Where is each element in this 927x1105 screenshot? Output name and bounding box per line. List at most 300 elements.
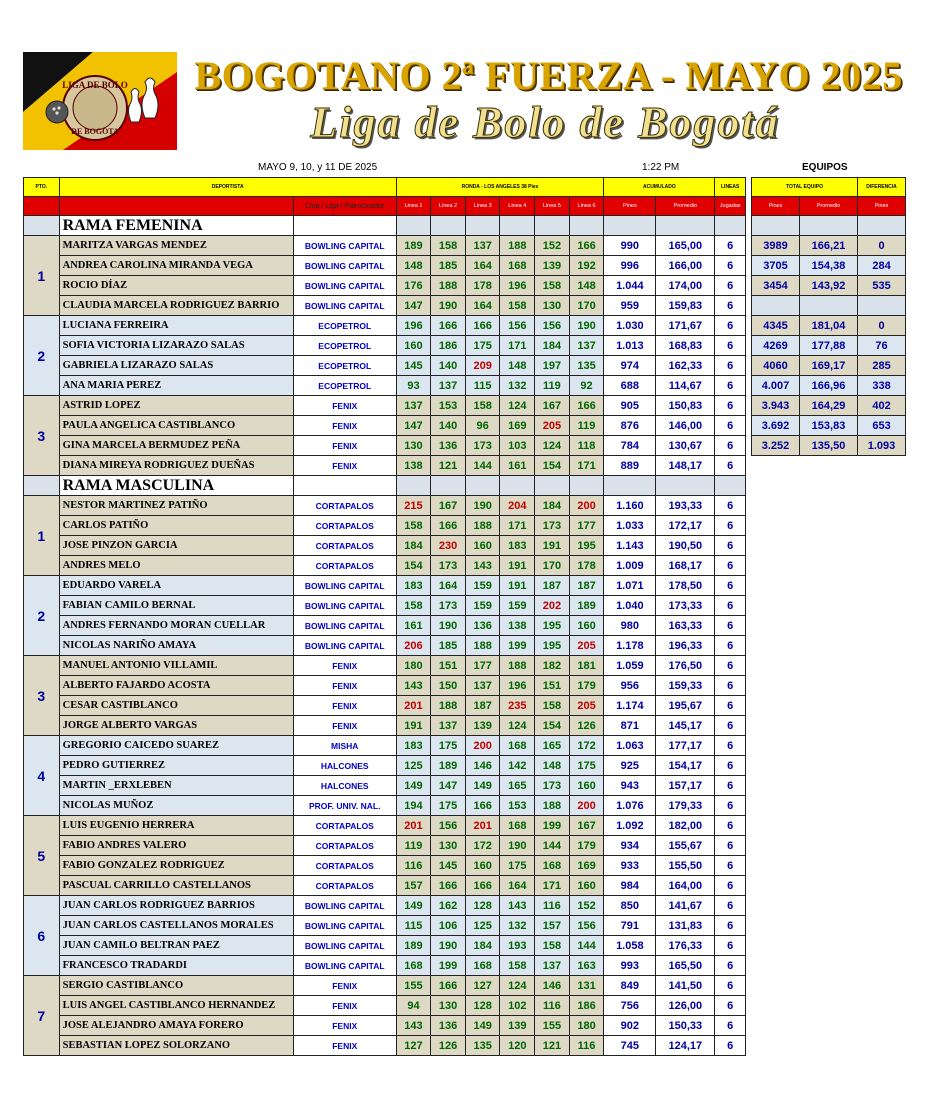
team-total-pines: 4.007: [752, 376, 800, 396]
line-score: 182: [535, 656, 570, 676]
player-name: CARLOS PATIÑO: [59, 516, 293, 536]
player-club: CORTAPALOS: [293, 836, 396, 856]
player-name: FABIO ANDRES VALERO: [59, 836, 293, 856]
player-promedio: 157,17: [656, 776, 715, 796]
player-jugadas: 6: [715, 836, 746, 856]
player-pines: 1.160: [604, 496, 656, 516]
player-name: EDUARDO VARELA: [59, 576, 293, 596]
line-score: 175: [431, 736, 466, 756]
line-score: 186: [431, 336, 466, 356]
team-diferencia: 0: [858, 316, 906, 336]
player-name: FRANCESCO TRADARDI: [59, 956, 293, 976]
line-score: 170: [569, 296, 604, 316]
player-pines: 1.174: [604, 696, 656, 716]
player-name: GABRIELA LIZARAZO SALAS: [59, 356, 293, 376]
player-jugadas: 6: [715, 236, 746, 256]
team-diferencia: 338: [858, 376, 906, 396]
header-row-sub: [24, 197, 746, 216]
logo-text-top: LIGA DE BOLO: [62, 80, 128, 90]
player-promedio: 179,33: [656, 796, 715, 816]
line-score: 92: [569, 376, 604, 396]
col-linea4: Linea 4: [500, 197, 535, 216]
line-score: 158: [465, 396, 500, 416]
player-promedio: 146,00: [656, 416, 715, 436]
line-score: 153: [431, 396, 466, 416]
line-score: 166: [569, 236, 604, 256]
line-score: 195: [569, 536, 604, 556]
line-score: 201: [396, 816, 431, 836]
line-score: 124: [500, 976, 535, 996]
line-score: 166: [431, 516, 466, 536]
line-score: 102: [500, 996, 535, 1016]
player-promedio: 150,33: [656, 1016, 715, 1036]
line-score: 149: [396, 776, 431, 796]
player-club: BOWLING CAPITAL: [293, 936, 396, 956]
team-section-spacer: [752, 216, 906, 236]
line-score: 116: [535, 996, 570, 1016]
player-name: JUAN CAMILO BELTRAN PAEZ: [59, 936, 293, 956]
player-promedio: 124,17: [656, 1036, 715, 1056]
line-score: 191: [500, 556, 535, 576]
line-score: 158: [396, 516, 431, 536]
player-name: JORGE ALBERTO VARGAS: [59, 716, 293, 736]
player-club: BOWLING CAPITAL: [293, 296, 396, 316]
player-name: ANDRES FERNANDO MORAN CUELLAR: [59, 616, 293, 636]
line-score: 93: [396, 376, 431, 396]
line-score: 154: [535, 456, 570, 476]
player-promedio: 141,67: [656, 896, 715, 916]
line-score: 199: [431, 956, 466, 976]
line-score: 165: [500, 776, 535, 796]
col-pines: Pines: [604, 197, 656, 216]
player-promedio: 176,33: [656, 936, 715, 956]
player-pines: 996: [604, 256, 656, 276]
line-score: 189: [431, 756, 466, 776]
player-jugadas: 6: [715, 296, 746, 316]
player-name: CLAUDIA MARCELA RODRIGUEZ BARRIO: [59, 296, 293, 316]
player-name: NICOLAS MUÑOZ: [59, 796, 293, 816]
line-score: 181: [569, 656, 604, 676]
col-tot-promedio: Promedio: [800, 197, 858, 216]
player-pines: 993: [604, 956, 656, 976]
player-pines: 1.178: [604, 636, 656, 656]
team-total-pines: 3.943: [752, 396, 800, 416]
col-linea1: Linea 1: [396, 197, 431, 216]
line-score: 156: [500, 316, 535, 336]
player-promedio: 168,17: [656, 556, 715, 576]
player-club: BOWLING CAPITAL: [293, 636, 396, 656]
player-row: [24, 876, 746, 896]
line-score: 160: [569, 616, 604, 636]
line-score: 150: [431, 676, 466, 696]
line-score: 152: [535, 236, 570, 256]
player-pines: 1.040: [604, 596, 656, 616]
team-total-pines: 4269: [752, 336, 800, 356]
player-jugadas: 6: [715, 316, 746, 336]
player-promedio: 131,83: [656, 916, 715, 936]
line-score: 168: [396, 956, 431, 976]
player-row: [24, 856, 746, 876]
line-score: 169: [500, 416, 535, 436]
player-row: [24, 816, 746, 836]
team-position: 3: [24, 396, 60, 476]
line-score: 155: [535, 1016, 570, 1036]
player-club: BOWLING CAPITAL: [293, 236, 396, 256]
col-linea3: Linea 3: [465, 197, 500, 216]
line-score: 143: [396, 676, 431, 696]
player-row: [24, 1036, 746, 1056]
line-score: 172: [465, 836, 500, 856]
line-score: 136: [465, 616, 500, 636]
players-table: [23, 177, 746, 1056]
player-club: CORTAPALOS: [293, 516, 396, 536]
line-score: 190: [431, 936, 466, 956]
line-score: 135: [569, 356, 604, 376]
line-score: 156: [569, 916, 604, 936]
col-dif-pines: Pines: [858, 197, 906, 216]
line-score: 140: [431, 356, 466, 376]
line-score: 148: [396, 256, 431, 276]
line-score: 126: [569, 716, 604, 736]
line-score: 171: [535, 876, 570, 896]
line-score: 137: [535, 956, 570, 976]
team-position: 2: [24, 316, 60, 396]
line-score: 192: [569, 256, 604, 276]
line-score: 175: [569, 756, 604, 776]
line-score: 164: [465, 296, 500, 316]
player-jugadas: 6: [715, 676, 746, 696]
player-pines: 956: [604, 676, 656, 696]
player-row: [24, 236, 746, 256]
line-score: 137: [431, 716, 466, 736]
line-score: 116: [535, 896, 570, 916]
player-row: [24, 456, 746, 476]
player-club: HALCONES: [293, 776, 396, 796]
line-score: 135: [465, 1036, 500, 1056]
player-name: NESTOR MARTINEZ PATIÑO: [59, 496, 293, 516]
player-row: [24, 356, 746, 376]
line-score: 154: [535, 716, 570, 736]
line-score: 172: [569, 736, 604, 756]
line-score: 166: [431, 316, 466, 336]
line-score: 116: [396, 856, 431, 876]
player-jugadas: 6: [715, 376, 746, 396]
player-row: [24, 836, 746, 856]
team-diferencia: 402: [858, 396, 906, 416]
player-promedio: 155,67: [656, 836, 715, 856]
player-promedio: 163,33: [656, 616, 715, 636]
player-club: CORTAPALOS: [293, 876, 396, 896]
player-name: MANUEL ANTONIO VILLAMIL: [59, 656, 293, 676]
line-score: 185: [431, 256, 466, 276]
player-row: [24, 576, 746, 596]
player-club: BOWLING CAPITAL: [293, 276, 396, 296]
team-total-promedio: 153,83: [800, 416, 858, 436]
player-jugadas: 6: [715, 456, 746, 476]
line-score: 127: [396, 1036, 431, 1056]
line-score: 166: [431, 976, 466, 996]
player-promedio: 164,00: [656, 876, 715, 896]
line-score: 180: [396, 656, 431, 676]
player-pines: 1.013: [604, 336, 656, 356]
player-name: ANA MARIA PEREZ: [59, 376, 293, 396]
line-score: 118: [569, 436, 604, 456]
line-score: 187: [569, 576, 604, 596]
player-jugadas: 6: [715, 436, 746, 456]
col-total-equipo: TOTAL EQUIPO: [752, 178, 858, 197]
player-jugadas: 6: [715, 256, 746, 276]
line-score: 173: [431, 596, 466, 616]
line-score: 168: [535, 856, 570, 876]
line-score: 177: [569, 516, 604, 536]
player-pines: 1.044: [604, 276, 656, 296]
player-name: LUCIANA FERREIRA: [59, 316, 293, 336]
line-score: 173: [465, 436, 500, 456]
player-jugadas: 6: [715, 736, 746, 756]
player-club: BOWLING CAPITAL: [293, 576, 396, 596]
player-row: [24, 536, 746, 556]
player-row: [24, 296, 746, 316]
player-club: CORTAPALOS: [293, 556, 396, 576]
equipos-label: EQUIPOS: [802, 162, 848, 173]
line-score: 115: [396, 916, 431, 936]
line-score: 188: [465, 636, 500, 656]
player-row: [24, 796, 746, 816]
team-diferencia: 653: [858, 416, 906, 436]
line-score: 137: [431, 376, 466, 396]
team-diferencia: 284: [858, 256, 906, 276]
player-pines: 974: [604, 356, 656, 376]
line-score: 188: [500, 236, 535, 256]
line-score: 164: [500, 876, 535, 896]
player-row: [24, 376, 746, 396]
player-promedio: 173,33: [656, 596, 715, 616]
line-score: 148: [535, 756, 570, 776]
player-club: FENIX: [293, 676, 396, 696]
col-club: Club / Liga / Patrocinador: [293, 197, 396, 216]
line-score: 158: [500, 956, 535, 976]
player-jugadas: 6: [715, 576, 746, 596]
line-score: 186: [569, 996, 604, 1016]
line-score: 206: [396, 636, 431, 656]
line-score: 205: [569, 636, 604, 656]
player-row: [24, 756, 746, 776]
line-score: 166: [465, 876, 500, 896]
line-score: 180: [569, 1016, 604, 1036]
player-name: PEDRO GUTIERREZ: [59, 756, 293, 776]
player-row: [24, 556, 746, 576]
player-pines: 943: [604, 776, 656, 796]
player-name: JOSE ALEJANDRO AMAYA FORERO: [59, 1016, 293, 1036]
team-position: 1: [24, 496, 60, 576]
player-club: FENIX: [293, 396, 396, 416]
line-score: 157: [396, 876, 431, 896]
player-club: PROF. UNIV. NAL.: [293, 796, 396, 816]
player-club: FENIX: [293, 976, 396, 996]
line-score: 96: [465, 416, 500, 436]
line-score: 139: [465, 716, 500, 736]
player-pines: 902: [604, 1016, 656, 1036]
line-score: 137: [396, 396, 431, 416]
page-title: BOGOTANO 2ª FUERZA - MAYO 2025: [194, 53, 903, 98]
line-score: 235: [500, 696, 535, 716]
player-row: [24, 276, 746, 296]
line-score: 149: [465, 776, 500, 796]
line-score: 168: [465, 956, 500, 976]
line-score: 205: [535, 416, 570, 436]
player-pines: 1.092: [604, 816, 656, 836]
team-total-pines: 3.692: [752, 416, 800, 436]
line-score: 215: [396, 496, 431, 516]
player-club: CORTAPALOS: [293, 496, 396, 516]
line-score: 140: [431, 416, 466, 436]
line-score: 158: [535, 936, 570, 956]
line-score: 147: [431, 776, 466, 796]
line-score: 152: [569, 896, 604, 916]
line-score: 168: [500, 736, 535, 756]
player-pines: 1.058: [604, 936, 656, 956]
line-score: 160: [569, 776, 604, 796]
player-name: NICOLAS NARIÑO AMAYA: [59, 636, 293, 656]
player-row: [24, 736, 746, 756]
player-row: [24, 656, 746, 676]
player-club: ECOPETROL: [293, 376, 396, 396]
player-pines: 1.063: [604, 736, 656, 756]
player-promedio: 141,50: [656, 976, 715, 996]
line-score: 124: [535, 436, 570, 456]
player-pines: 959: [604, 296, 656, 316]
line-score: 147: [396, 416, 431, 436]
line-score: 197: [535, 356, 570, 376]
line-score: 128: [465, 896, 500, 916]
team-position: 6: [24, 896, 60, 976]
player-name: FABIAN CAMILO BERNAL: [59, 596, 293, 616]
player-name: LUIS ANGEL CASTIBLANCO HERNANDEZ: [59, 996, 293, 1016]
line-score: 116: [569, 1036, 604, 1056]
line-score: 144: [535, 836, 570, 856]
team-position: 5: [24, 816, 60, 896]
section-row: [24, 216, 746, 236]
player-name: ANDRES MELO: [59, 556, 293, 576]
player-pines: 990: [604, 236, 656, 256]
col-diferencia: DIFERENCIA: [858, 178, 906, 197]
line-score: 143: [500, 896, 535, 916]
player-club: FENIX: [293, 656, 396, 676]
player-club: FENIX: [293, 456, 396, 476]
player-row: [24, 1016, 746, 1036]
line-score: 158: [535, 696, 570, 716]
line-score: 179: [569, 676, 604, 696]
player-name: DIANA MIREYA RODRIGUEZ DUEÑAS: [59, 456, 293, 476]
line-score: 196: [500, 676, 535, 696]
line-score: 190: [431, 296, 466, 316]
line-score: 230: [431, 536, 466, 556]
line-score: 119: [535, 376, 570, 396]
player-name: GREGORIO CAICEDO SUAREZ: [59, 736, 293, 756]
line-score: 146: [465, 756, 500, 776]
player-name: SEBASTIAN LOPEZ SOLORZANO: [59, 1036, 293, 1056]
line-score: 138: [396, 456, 431, 476]
team-position: 3: [24, 656, 60, 736]
line-score: 154: [396, 556, 431, 576]
line-score: 136: [431, 1016, 466, 1036]
line-score: 164: [431, 576, 466, 596]
player-jugadas: 6: [715, 716, 746, 736]
line-score: 183: [396, 736, 431, 756]
player-promedio: 155,50: [656, 856, 715, 876]
player-jugadas: 6: [715, 696, 746, 716]
line-score: 187: [465, 696, 500, 716]
line-score: 185: [431, 636, 466, 656]
line-score: 125: [396, 756, 431, 776]
line-score: 184: [535, 336, 570, 356]
line-score: 190: [431, 616, 466, 636]
line-score: 173: [431, 556, 466, 576]
team-total-pines: 3.252: [752, 436, 800, 456]
player-promedio: 130,67: [656, 436, 715, 456]
player-club: CORTAPALOS: [293, 856, 396, 876]
player-club: FENIX: [293, 996, 396, 1016]
line-score: 162: [431, 896, 466, 916]
line-score: 138: [500, 616, 535, 636]
player-jugadas: 6: [715, 896, 746, 916]
line-score: 106: [431, 916, 466, 936]
line-score: 137: [465, 676, 500, 696]
line-score: 199: [500, 636, 535, 656]
player-name: LUIS EUGENIO HERRERA: [59, 816, 293, 836]
player-name: ANDREA CAROLINA MIRANDA VEGA: [59, 256, 293, 276]
line-score: 144: [569, 936, 604, 956]
line-score: 143: [396, 1016, 431, 1036]
line-score: 188: [465, 516, 500, 536]
player-name: ROCIO DÍAZ: [59, 276, 293, 296]
team-total-promedio: 164,29: [800, 396, 858, 416]
player-club: CORTAPALOS: [293, 816, 396, 836]
player-row: [24, 336, 746, 356]
team-position: 7: [24, 976, 60, 1056]
player-jugadas: 6: [715, 416, 746, 436]
line-score: 147: [396, 296, 431, 316]
line-score: 164: [465, 256, 500, 276]
player-club: FENIX: [293, 1016, 396, 1036]
line-score: 178: [569, 556, 604, 576]
player-club: BOWLING CAPITAL: [293, 916, 396, 936]
player-jugadas: 6: [715, 916, 746, 936]
line-score: 189: [396, 936, 431, 956]
col-linea5: Linea 5: [535, 197, 570, 216]
player-row: [24, 676, 746, 696]
player-row: [24, 256, 746, 276]
player-club: BOWLING CAPITAL: [293, 896, 396, 916]
player-jugadas: 6: [715, 596, 746, 616]
player-pines: 1.143: [604, 536, 656, 556]
player-pines: 871: [604, 716, 656, 736]
line-score: 196: [500, 276, 535, 296]
player-promedio: 150,83: [656, 396, 715, 416]
section-title: RAMA FEMENINA: [59, 216, 293, 236]
line-score: 204: [500, 496, 535, 516]
player-name: SERGIO CASTIBLANCO: [59, 976, 293, 996]
line-score: 200: [465, 736, 500, 756]
player-club: ECOPETROL: [293, 336, 396, 356]
line-score: 175: [500, 856, 535, 876]
player-pines: 984: [604, 876, 656, 896]
line-score: 200: [569, 496, 604, 516]
player-pines: 934: [604, 836, 656, 856]
player-jugadas: 6: [715, 1016, 746, 1036]
player-name: JUAN CARLOS RODRIGUEZ BARRIOS: [59, 896, 293, 916]
line-score: 190: [500, 836, 535, 856]
